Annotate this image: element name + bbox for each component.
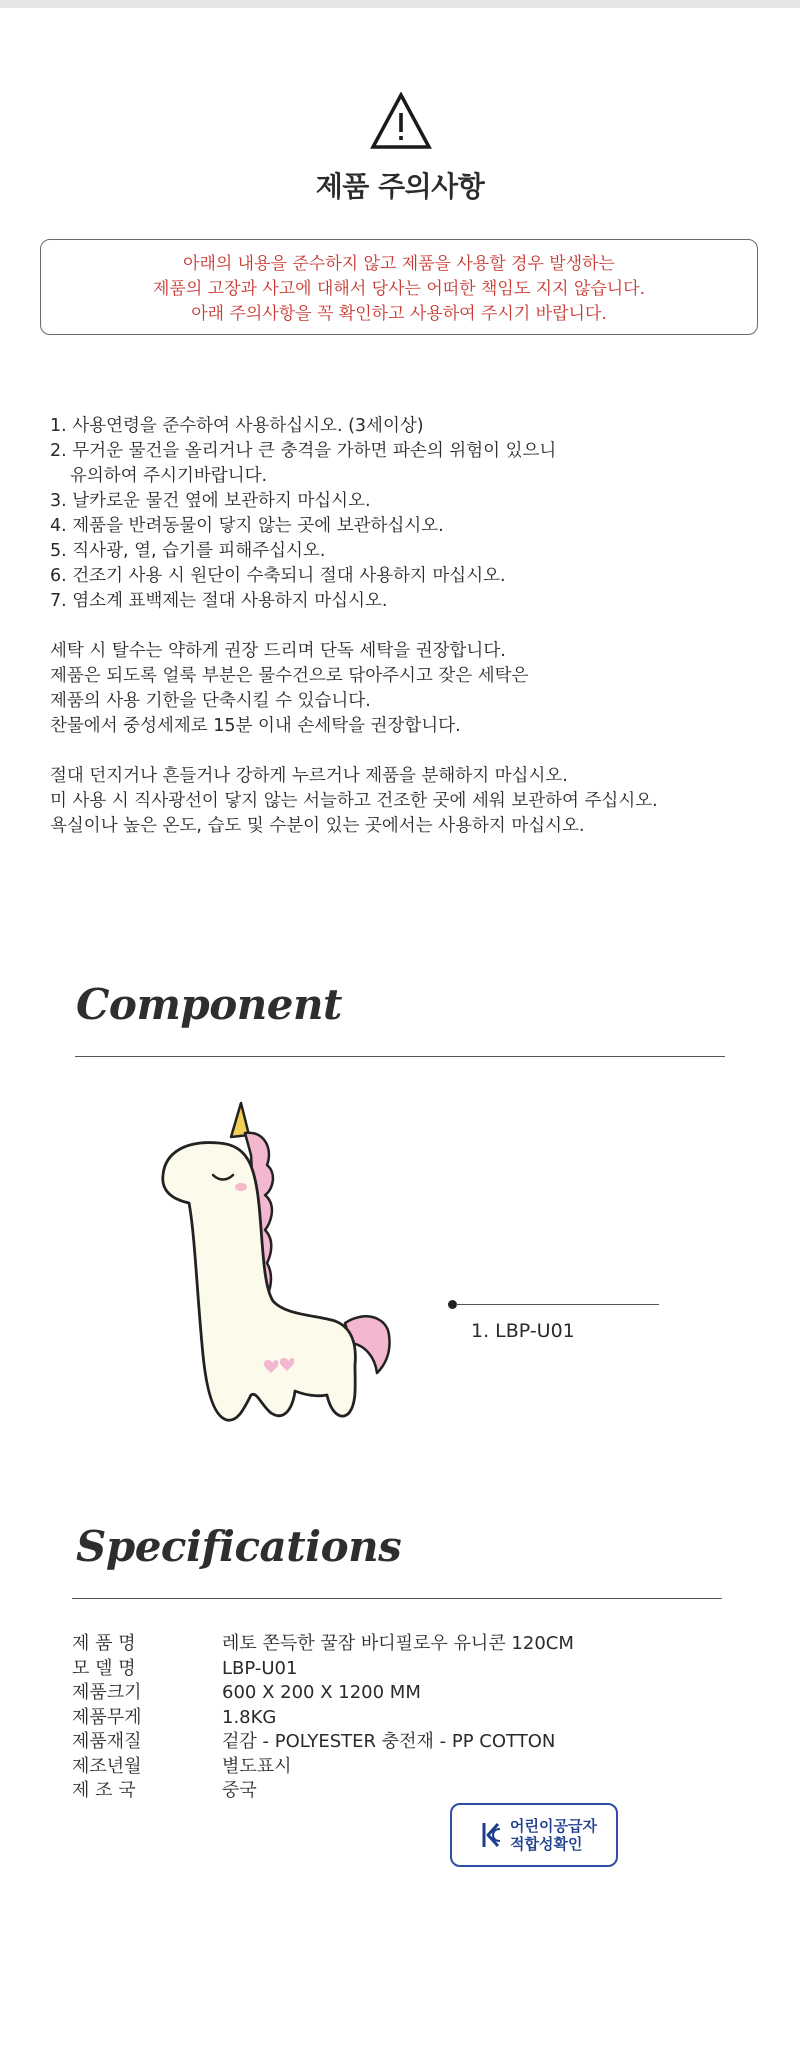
specifications-heading: Specifications — [76, 1522, 402, 1571]
wash-line: 세탁 시 탈수는 약하게 권장 드리며 단독 세탁을 권장합니다. — [50, 641, 506, 661]
rule-item: 5. 직사광, 열, 습기를 피해주십시오. — [50, 541, 326, 561]
rule-item: 1. 사용연령을 준수하여 사용하십시오. (3세이상) — [50, 416, 424, 436]
notice-line: 아래 주의사항을 꼭 확인하고 사용하여 주시기 바랍니다. — [191, 304, 607, 324]
spec-key: 모 델 명 — [72, 1657, 136, 1679]
spec-row — [72, 1632, 574, 1657]
handling-line: 미 사용 시 직사광선이 닿지 않는 서늘하고 건조한 곳에 세워 보관하여 주십시오. — [50, 791, 658, 811]
spec-row — [72, 1755, 574, 1780]
wash-line: 제품은 되도록 얼룩 부분은 물수건으로 닦아주시고 잦은 세탁은 — [50, 666, 529, 686]
warning-triangle-icon — [370, 92, 432, 150]
component-divider — [75, 1056, 725, 1057]
spec-value: 레토 쫀득한 꿀잠 바디필로우 유니콘 120CM — [222, 1633, 574, 1654]
rule-item: 7. 염소계 표백제는 절대 사용하지 마십시오. — [50, 591, 388, 611]
specifications-divider — [72, 1598, 722, 1599]
spec-table — [72, 1632, 574, 1804]
notice-box — [40, 239, 758, 335]
caution-rules — [50, 414, 658, 839]
caution-title: 제품 주의사항 — [315, 170, 485, 203]
part-pointer-line — [456, 1304, 659, 1305]
kc-badge-text — [510, 1817, 597, 1853]
spec-value: 1.8KG — [222, 1706, 277, 1728]
spec-row — [72, 1657, 574, 1682]
spec-value: 중국 — [222, 1780, 257, 1801]
spec-value: 600 X 200 X 1200 MM — [222, 1682, 421, 1703]
rule-item: 2. 무거운 물건을 올리거나 큰 충격을 가하면 파손의 위험이 있으니 — [50, 441, 557, 461]
component-heading: Component — [76, 980, 342, 1029]
spec-key: 제조년월 — [72, 1755, 142, 1777]
spec-key: 제품무게 — [72, 1706, 142, 1728]
spec-row — [72, 1681, 574, 1706]
kc-certification-badge — [450, 1803, 618, 1867]
notice-line: 제품의 고장과 사고에 대해서 당사는 어떠한 책임도 지지 않습니다. — [152, 279, 646, 299]
spec-key: 제품크기 — [72, 1682, 142, 1703]
unicorn-illustration — [155, 1095, 405, 1430]
spec-key: 제품재질 — [72, 1731, 142, 1752]
kc-mark-icon — [478, 1820, 502, 1850]
handling-line: 절대 던지거나 흔들거나 강하게 누르거나 제품을 분해하지 마십시오. — [50, 766, 568, 786]
spec-row — [72, 1730, 574, 1755]
rule-item-continued: 유의하여 주시기바랍니다. — [70, 466, 268, 486]
spec-value: LBP-U01 — [222, 1657, 298, 1679]
spec-value: 별도표시 — [222, 1755, 292, 1777]
rule-item: 4. 제품을 반려동물이 닿지 않는 곳에 보관하십시오. — [50, 516, 444, 536]
rule-item: 6. 건조기 사용 시 원단이 수축되니 절대 사용하지 마십시오. — [50, 566, 506, 586]
spec-row — [72, 1779, 574, 1804]
kc-badge-line: 적합성확인 — [510, 1835, 583, 1853]
spec-row — [72, 1706, 574, 1731]
wash-line: 제품의 사용 기한을 단축시킬 수 있습니다. — [50, 691, 371, 711]
spec-key: 제 품 명 — [72, 1633, 136, 1654]
top-divider-bar — [0, 0, 800, 8]
wash-line: 찬물에서 중성세제로 15분 이내 손세탁을 권장합니다. — [50, 716, 461, 736]
rule-item: 3. 날카로운 물건 옆에 보관하지 마십시오. — [50, 491, 371, 511]
part-label: 1. LBP-U01 — [471, 1320, 575, 1342]
kc-badge-line: 어린이공급자 — [510, 1817, 597, 1835]
spec-key: 제 조 국 — [72, 1780, 136, 1801]
handling-line: 욕실이나 높은 온도, 습도 및 수분이 있는 곳에서는 사용하지 마십시오. — [50, 816, 585, 836]
spec-value: 겉감 - POLYESTER 충전재 - PP COTTON — [222, 1731, 556, 1752]
notice-line: 아래의 내용을 준수하지 않고 제품을 사용할 경우 발생하는 — [183, 254, 615, 274]
